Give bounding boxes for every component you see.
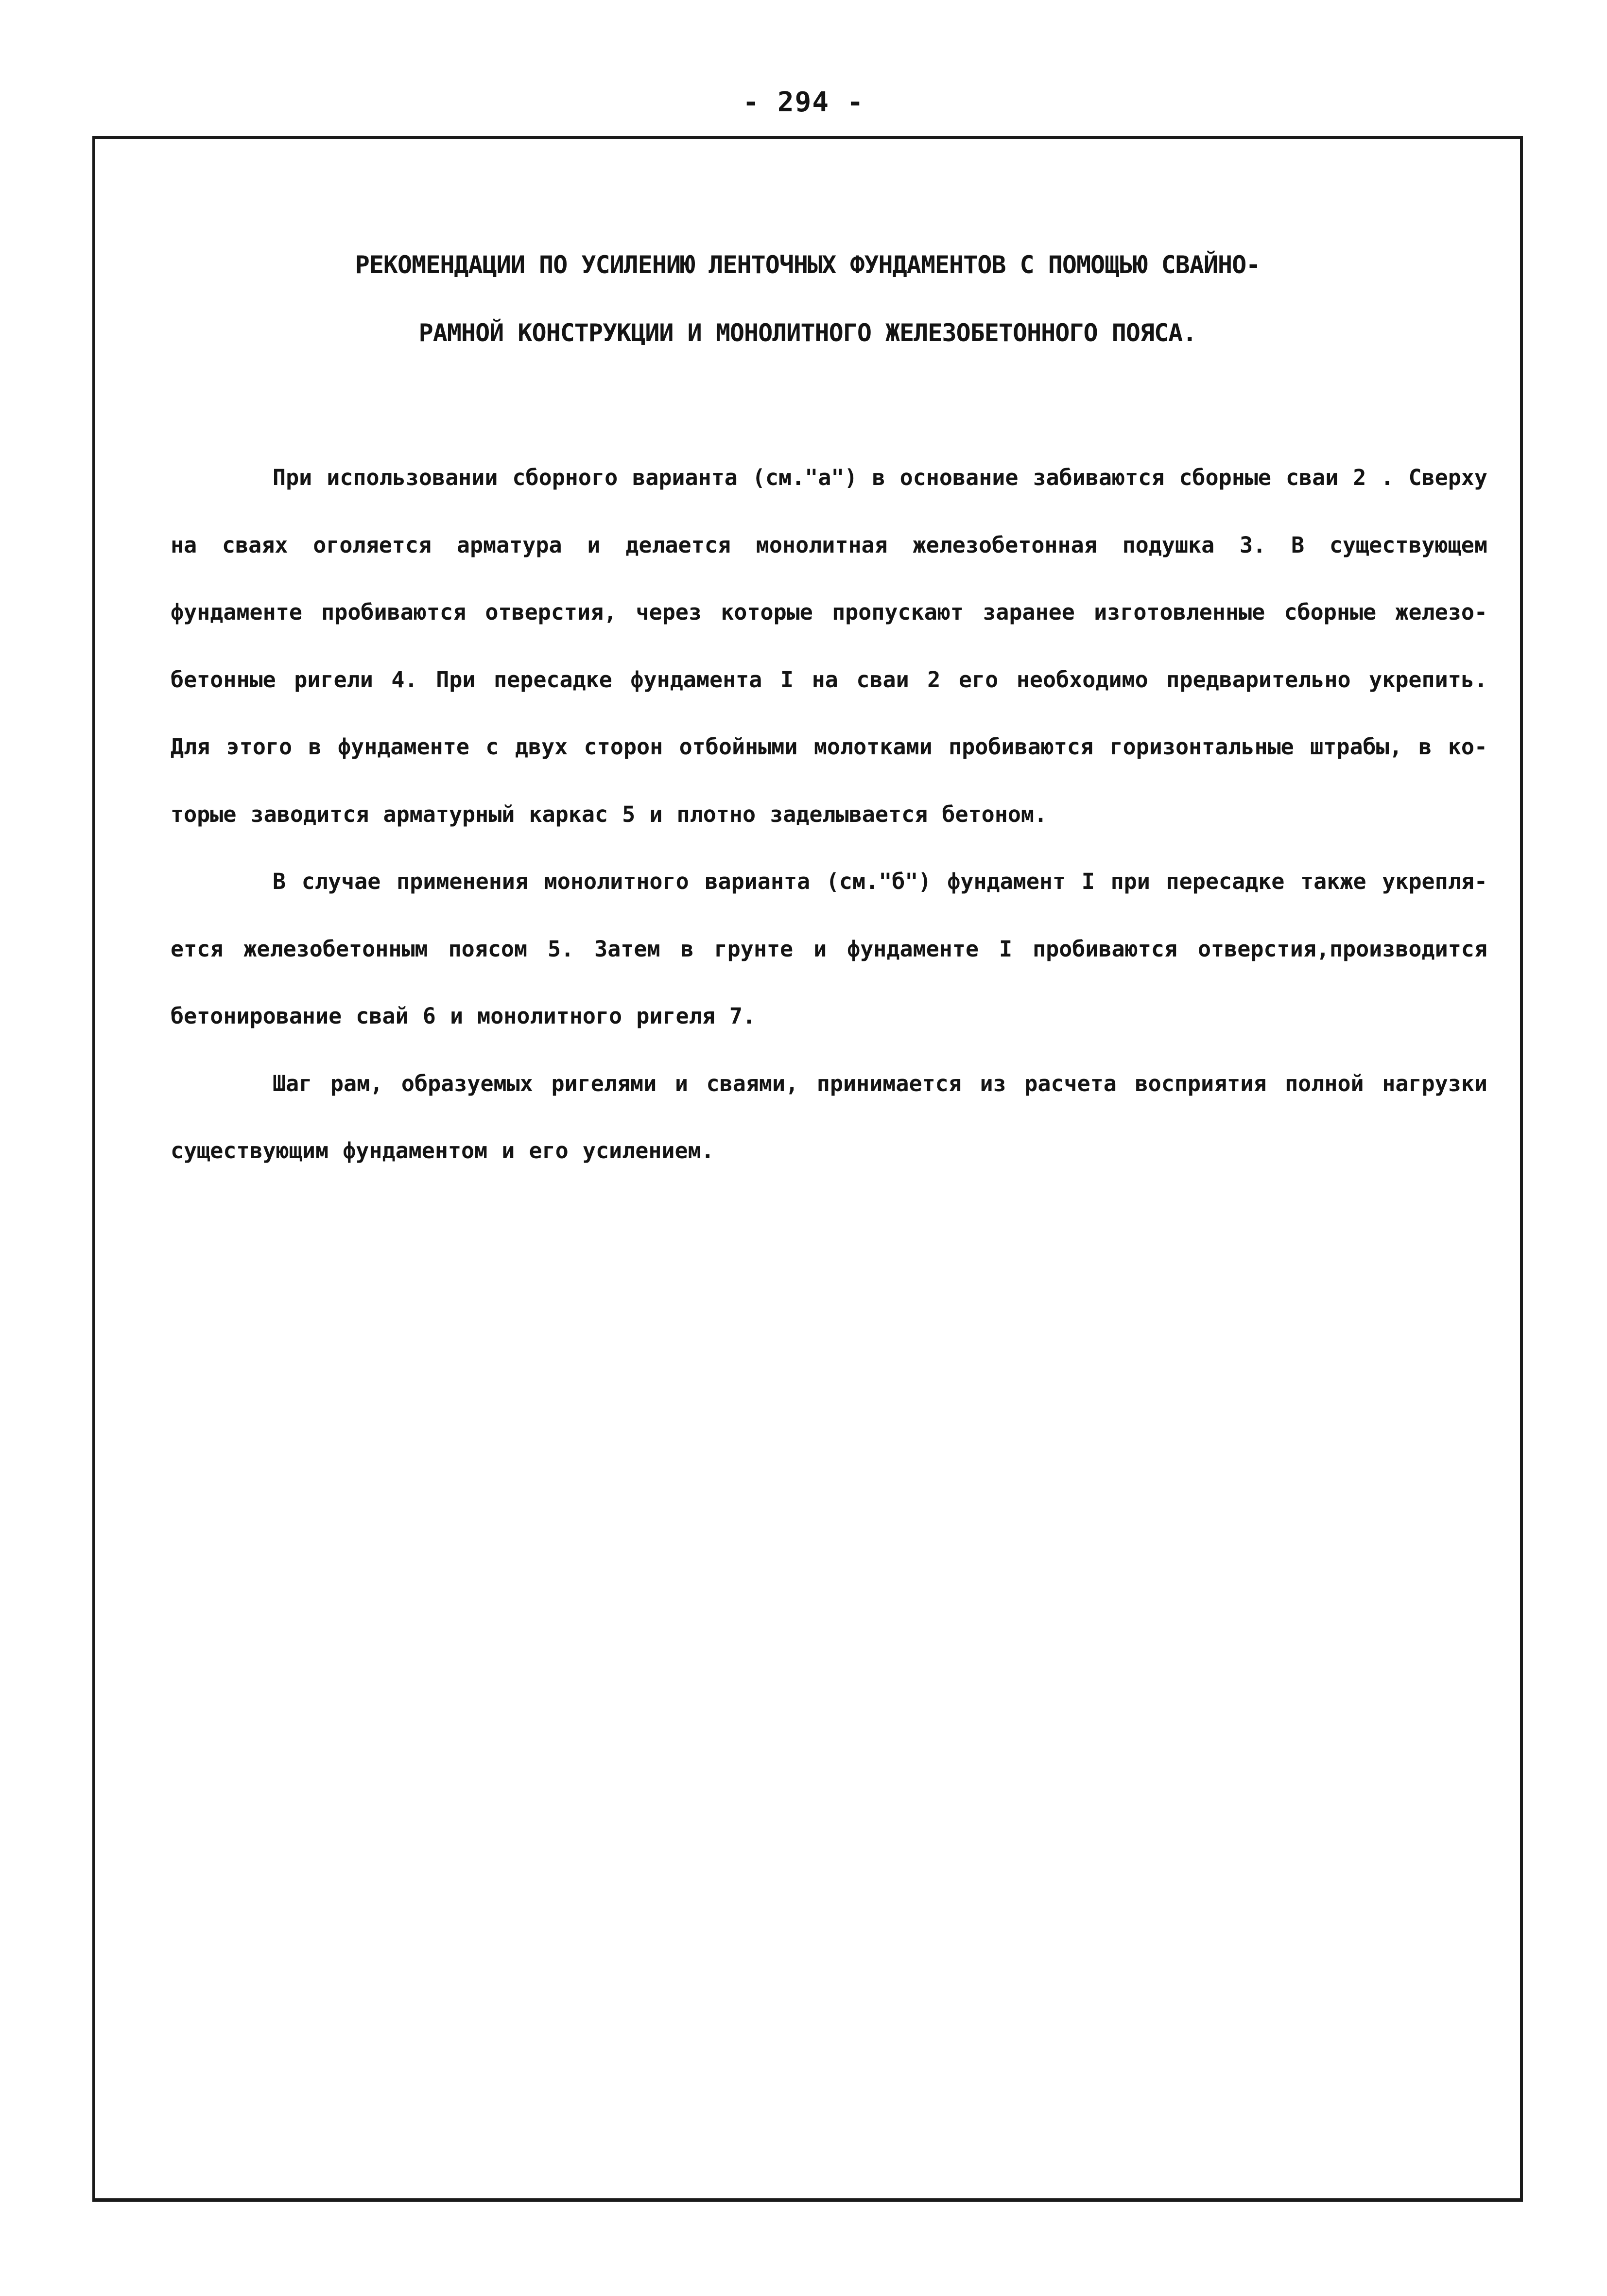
body-text: [171, 444, 1487, 1185]
page-frame: [92, 136, 1523, 2202]
paragraph-prefab-variant: При использовании сборного варианта (см."а") в основание забиваются сборные сваи 2 . Сверху на сваях оголяется арматура и делается монолитная железобетонная подушка 3. В существующем фундаменте пробиваются отверстия, через которые пропускают заранее изготовленные сборные железо-бетонные ригели 4. При пересадке фундамента I на сваи 2 его необходимо предварительно укрепить. Для этого в фундаменте с двух сторон отбойными молотками пробиваются горизонтальные штрабы, в ко-торые заводится арматурный каркас 5 и плотно заделывается бетоном.: [171, 465, 1487, 827]
paragraph-monolithic-variant: В случае применения монолитного варианта (см."б") фундамент I при пересадке также укрепля-ется железобетонным поясом 5. Затем в грунте и фундаменте I пробиваются отверстия,производится бетонирование свай 6 и монолитного ригеля 7.: [171, 869, 1487, 1029]
section-title-line-2: РАМНОЙ КОНСТРУКЦИИ И МОНОЛИТНОГО ЖЕЛЕЗОБЕТОННОГО ПОЯСА.: [418, 319, 1197, 347]
paragraph-frame-spacing: Шаг рам, образуемых ригелями и сваями, принимается из расчета восприятия полной нагрузки существующим фундаментом и его усилением.: [171, 1070, 1487, 1164]
page-number: - 294 -: [743, 87, 864, 118]
section-title-line-1: РЕКОМЕНДАЦИИ ПО УСИЛЕНИЮ ЛЕНТОЧНЫХ ФУНДАМЕНТОВ С ПОМОЩЬЮ СВАЙНО-: [355, 251, 1261, 279]
